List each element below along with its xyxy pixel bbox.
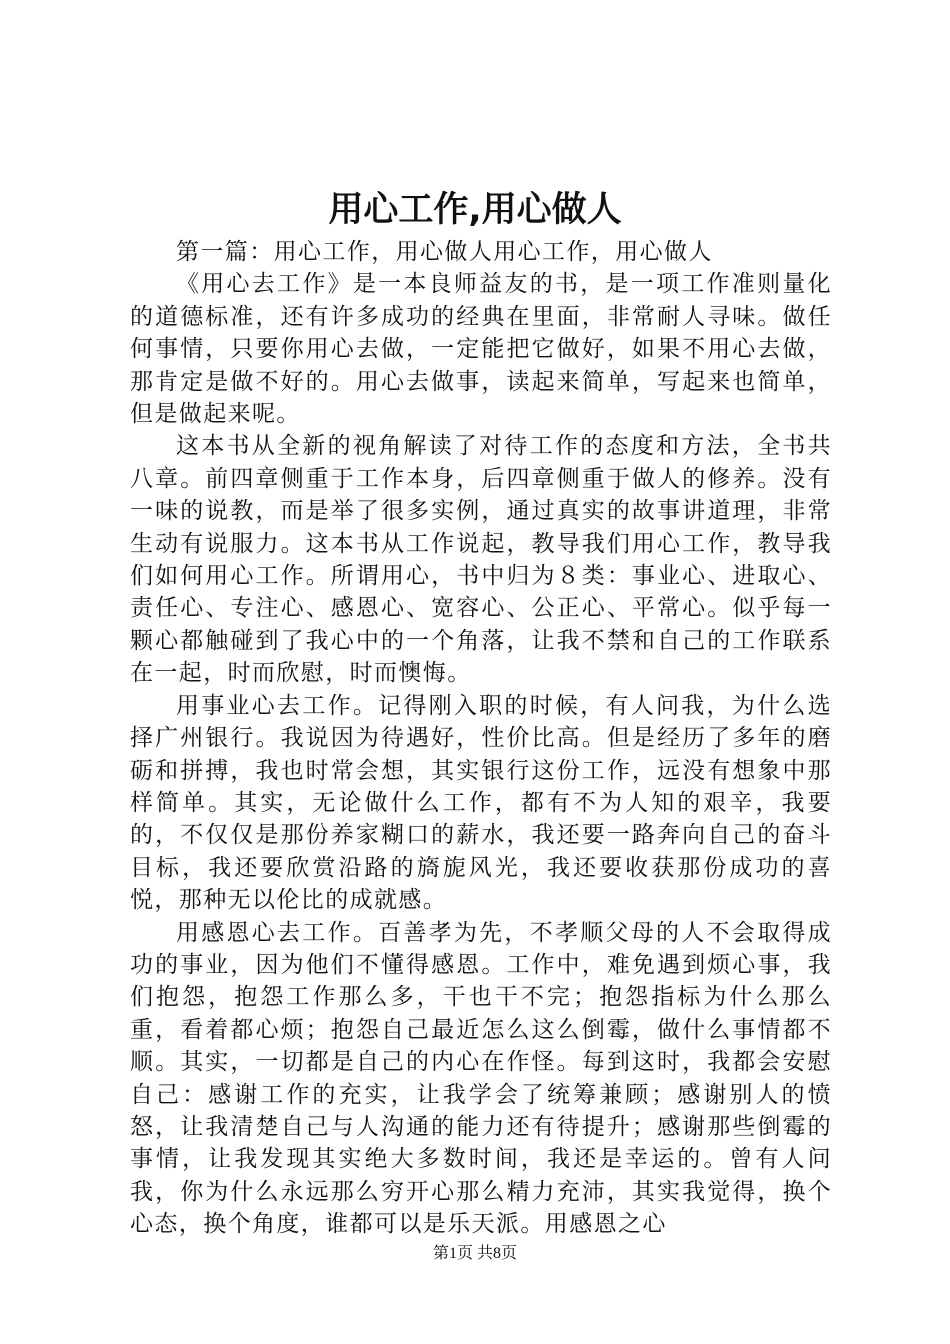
paragraph: 用感恩心去工作。百善孝为先，不孝顺父母的人不会取得成功的事业，因为他们不懂得感恩。工作中，难免遇到烦心事，我们抱怨，抱怨工作那么多，干也干不完；抱怨指标为什么那么重，看着都心烦；抱怨自己最近怎么这么倒霉，做什么事情都不顺。其实，一切都是自己的内心在作怪。每到这时，我都会安慰自己：感谢工作的充实，让我学会了统筹兼顾；感谢别人的愤怒，让我清楚自己与人沟通的能力还有待提升；感谢那些倒霉的事情，让我发现其实绝大多数时间，我还是幸运的。曾有人问我，你为什么永远那么穷开心那么精力充沛，其实我觉得，换个心态，换个角度，谁都可以是乐天派。用感恩之心 bbox=[130, 919, 832, 1238]
document-body bbox=[130, 236, 832, 1241]
document-title: 用心工作,用心做人 bbox=[328, 190, 622, 230]
page-footer: 第1页 共8页 bbox=[432, 1245, 517, 1262]
paragraph: 这本书从全新的视角解读了对待工作的态度和方法，全书共八章。前四章侧重于工作本身，后四章侧重于做人的修养。没有一味的说教，而是举了很多实例，通过真实的故事讲道理，非常生动有说服力。这本书从工作说起，教导我们用心工作，教导我们如何用心工作。所谓用心，书中归为８类：事业心、进取心、责任心、专注心、感恩心、宽容心、公正心、平常心。似乎每一颗心都触碰到了我心中的一个角落，让我不禁和自己的工作联系在一起，时而欣慰，时而懊悔。 bbox=[130, 433, 832, 687]
paragraph: 《用心去工作》是一本良师益友的书，是一项工作准则量化的道德标准，还有许多成功的经典在里面，非常耐人寻味。做任何事情，只要你用心去做，一定能把它做好，如果不用心去做，那肯定是做不好的。用心去做事，读起来简单，写起来也简单，但是做起来呢。 bbox=[130, 271, 832, 428]
paragraph: 用事业心去工作。记得刚入职的时候，有人问我，为什么选择广州银行。我说因为待遇好，性价比高。但是经历了多年的磨砺和拼搏，我也时常会想，其实银行这份工作，远没有想象中那样简单。其实，无论做什么工作，都有不为人知的艰辛，我要的，不仅仅是那份养家糊口的薪水，我还要一路奔向自己的奋斗目标，我还要欣赏沿路的旖旎风光，我还要收获那份成功的喜悦，那种无以伦比的成就感。 bbox=[130, 692, 832, 914]
paragraph: 第一篇：用心工作，用心做人用心工作，用心做人 bbox=[176, 239, 713, 265]
